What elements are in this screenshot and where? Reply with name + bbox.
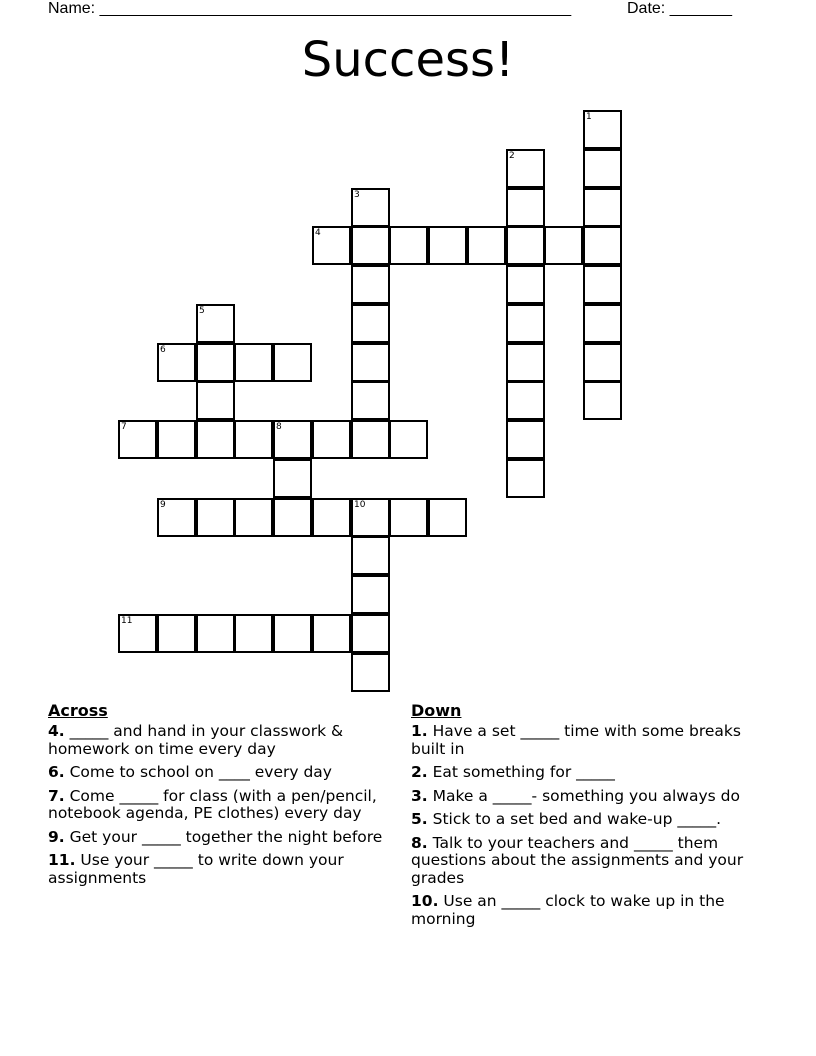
grid-cell[interactable] — [118, 614, 157, 653]
cell-number: 8 — [276, 422, 282, 432]
clue-number: 5. — [411, 810, 428, 828]
cell-number: 5 — [199, 306, 205, 316]
down-clue-10 — [411, 893, 771, 928]
cell-number: 4 — [315, 228, 321, 238]
grid-cell[interactable] — [389, 498, 428, 537]
across-clue-7 — [48, 788, 398, 823]
grid-cell[interactable] — [118, 420, 157, 459]
grid-cell[interactable] — [389, 420, 428, 459]
grid-cell[interactable] — [351, 188, 390, 227]
grid-cell[interactable] — [273, 343, 312, 382]
grid-cell[interactable] — [234, 420, 273, 459]
grid-cell[interactable] — [544, 226, 583, 265]
grid-cell[interactable] — [351, 614, 390, 653]
grid-cell[interactable] — [351, 653, 390, 692]
grid-cell[interactable] — [583, 265, 622, 304]
grid-cell[interactable] — [389, 226, 428, 265]
cell-number: 2 — [509, 151, 515, 161]
grid-cell[interactable] — [234, 498, 273, 537]
clue-number: 8. — [411, 833, 428, 852]
grid-cell[interactable] — [583, 304, 622, 343]
grid-cell[interactable] — [583, 226, 622, 265]
down-clue-2 — [411, 764, 771, 782]
grid-cell[interactable] — [428, 226, 467, 265]
clue-number: 2. — [411, 763, 428, 781]
across-clue-11 — [48, 852, 398, 887]
grid-cell[interactable] — [157, 343, 196, 382]
grid-cell[interactable] — [351, 420, 390, 459]
grid-cell[interactable] — [506, 459, 545, 498]
down-clue-5 — [411, 811, 771, 829]
grid-cell[interactable] — [312, 226, 351, 265]
cell-number: 7 — [121, 422, 127, 432]
grid-cell[interactable] — [312, 420, 351, 459]
grid-cell[interactable] — [196, 614, 235, 653]
grid-cell[interactable] — [583, 149, 622, 188]
grid-cell[interactable] — [196, 381, 235, 420]
across-heading: Across — [48, 701, 108, 720]
grid-cell[interactable] — [351, 381, 390, 420]
grid-cell[interactable] — [196, 304, 235, 343]
clue-number: 7. — [48, 786, 65, 805]
grid-cell[interactable] — [351, 304, 390, 343]
grid-cell[interactable] — [428, 498, 467, 537]
grid-cell[interactable] — [506, 226, 545, 265]
clue-number: 11. — [48, 851, 76, 869]
name-field[interactable]: Name: _____________________________________________________ — [48, 0, 572, 17]
grid-cell[interactable] — [196, 343, 235, 382]
grid-cell[interactable] — [234, 614, 273, 653]
clue-text: Get your _____ together the night before — [64, 827, 383, 846]
grid-cell[interactable] — [506, 304, 545, 343]
grid-cell[interactable] — [273, 420, 312, 459]
grid-cell[interactable] — [467, 226, 506, 265]
grid-cell[interactable] — [157, 614, 196, 653]
clue-text: Talk to your teachers and _____ them questions about the assignments and your grades — [411, 833, 744, 887]
clue-number: 9. — [48, 827, 65, 846]
grid-cell[interactable] — [196, 498, 235, 537]
grid-cell[interactable] — [583, 188, 622, 227]
grid-cell[interactable] — [506, 381, 545, 420]
clue-number: 4. — [48, 722, 65, 740]
grid-cell[interactable] — [506, 265, 545, 304]
clue-text: Come _____ for class (with a pen/pencil, notebook agenda, PE clothes) every day — [48, 786, 377, 822]
down-clue-8 — [411, 835, 771, 888]
grid-cell[interactable] — [351, 226, 390, 265]
clue-text: Have a set _____ time with some breaks built in — [411, 722, 741, 758]
grid-cell[interactable] — [351, 498, 390, 537]
grid-cell[interactable] — [157, 420, 196, 459]
grid-cell[interactable] — [583, 343, 622, 382]
clue-text: Come to school on ____ every day — [64, 763, 332, 781]
cell-number: 10 — [354, 500, 366, 510]
clue-text: Eat something for _____ — [427, 763, 615, 781]
grid-cell[interactable] — [312, 614, 351, 653]
grid-cell[interactable] — [312, 498, 351, 537]
grid-cell[interactable] — [583, 381, 622, 420]
grid-cell[interactable] — [273, 614, 312, 653]
clue-text: Stick to a set bed and wake-up _____. — [427, 810, 722, 828]
grid-cell[interactable] — [351, 265, 390, 304]
clue-number: 10. — [411, 892, 439, 910]
clue-text: Use your _____ to write down your assignments — [48, 851, 344, 887]
header — [0, 0, 816, 20]
across-clues — [48, 702, 398, 893]
grid-cell[interactable] — [506, 188, 545, 227]
across-list — [48, 723, 398, 887]
down-clue-3 — [411, 788, 771, 806]
grid-cell[interactable] — [506, 149, 545, 188]
down-heading: Down — [411, 701, 462, 720]
clue-number: 6. — [48, 763, 65, 781]
across-clue-9 — [48, 829, 398, 847]
grid-cell[interactable] — [506, 343, 545, 382]
date-field[interactable]: Date: _______ — [627, 0, 732, 17]
grid-cell[interactable] — [351, 575, 390, 614]
cell-number: 3 — [354, 190, 360, 200]
down-clue-1 — [411, 723, 771, 758]
clue-text: Use an _____ clock to wake up in the morning — [411, 892, 725, 928]
cell-number: 1 — [586, 112, 592, 122]
clue-text: _____ and hand in your classwork & homework on time every day — [48, 722, 344, 758]
cell-number: 6 — [160, 345, 166, 355]
across-clue-6 — [48, 764, 398, 782]
clue-number: 1. — [411, 722, 428, 740]
grid-cell[interactable] — [196, 420, 235, 459]
grid-cell[interactable] — [273, 498, 312, 537]
grid-cell[interactable] — [234, 343, 273, 382]
grid-cell[interactable] — [583, 110, 622, 149]
grid-cell[interactable] — [506, 420, 545, 459]
down-list — [411, 723, 771, 928]
down-clues — [411, 702, 771, 934]
grid-cell[interactable] — [351, 343, 390, 382]
grid-cell[interactable] — [273, 459, 312, 498]
across-clue-4 — [48, 723, 398, 758]
cell-number: 11 — [121, 616, 133, 626]
clue-text: Make a _____- something you always do — [427, 786, 740, 805]
cell-number: 9 — [160, 500, 166, 510]
page-title: Success! — [301, 32, 515, 88]
grid-cell[interactable] — [157, 498, 196, 537]
clue-number: 3. — [411, 786, 428, 805]
grid-cell[interactable] — [351, 536, 390, 575]
